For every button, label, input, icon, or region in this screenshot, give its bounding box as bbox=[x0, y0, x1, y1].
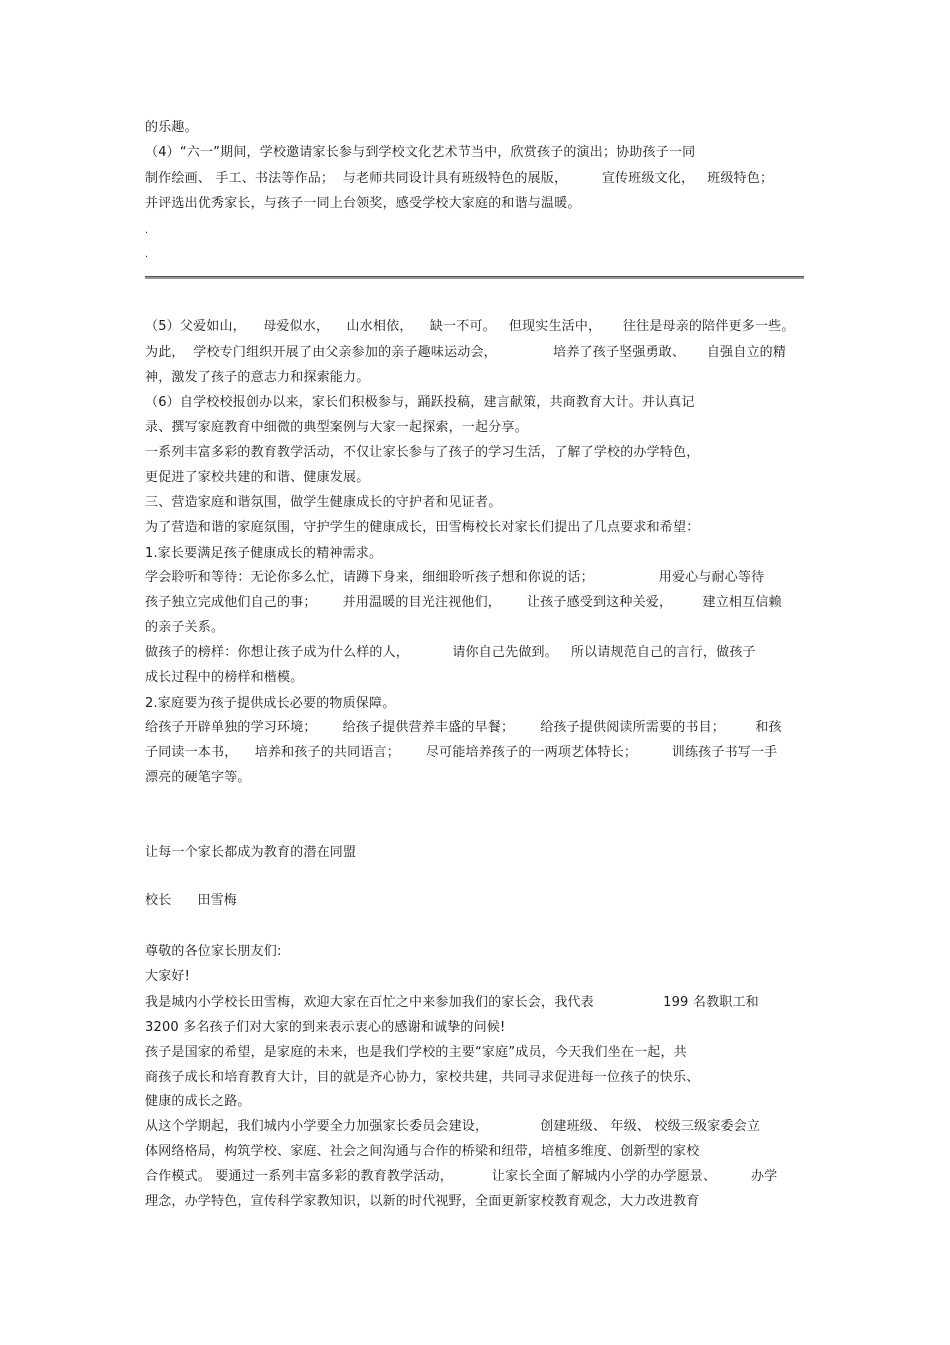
text-line: 做孩子的榜样：你想让孩子成为什么样的人， 请你自己先做到。 所以请规范自己的言行，做孩子 bbox=[145, 645, 756, 660]
text-line: 漂亮的硬笔字等。 bbox=[145, 770, 251, 785]
letter-line: 商孩子成长和培育教育大计，目的就是齐心协力，家校共建，共同寻求促进每一位孩子的快乐、 bbox=[145, 1070, 700, 1085]
text-line: 为了营造和谐的家庭氛围，守护学生的健康成长，田雪梅校长对家长们提出了几点要求和希望： bbox=[145, 520, 700, 535]
letter-line: 理念，办学特色，宣传科学家教知识，以新的时代视野，全面更新家校教育观念，大力改进教育 bbox=[145, 1194, 700, 1209]
text-line: 2.家庭要为孩子提供成长必要的物质保障。 bbox=[145, 696, 396, 711]
document-title: 让每一个家长都成为教育的潜在同盟 bbox=[145, 845, 357, 860]
text-line: 的乐趣。 bbox=[145, 120, 198, 135]
text-line: 给孩子开辟单独的学习环境； 给孩子提供营养丰盛的早餐； 给孩子提供阅读所需要的书目； 和孩 bbox=[145, 720, 782, 735]
text-line: （6）自学校校报创办以来，家长们积极参与，踊跃投稿，建言献策，共商教育大计。并认真记 bbox=[145, 395, 695, 410]
letter-line: 我是城内小学校长田雪梅，欢迎大家在百忙之中来参加我们的家长会，我代表 199 名教职工和 bbox=[145, 995, 759, 1010]
text-line: 学会聆听和等待：无论你多么忙，请蹲下身来，细细聆听孩子想和你说的话； 用爱心与耐心等待 bbox=[145, 570, 765, 585]
letter-line: 健康的成长之路。 bbox=[145, 1094, 251, 1109]
text-line: 更促进了家校共建的和谐、健康发展。 bbox=[145, 470, 370, 485]
text-line: 1.家长要满足孩子健康成长的精神需求。 bbox=[145, 546, 383, 561]
text-line: 一系列丰富多彩的教育教学活动，不仅让家长参与了孩子的学习生活，了解了学校的办学特色， bbox=[145, 445, 700, 460]
letter-line: 体网络格局，构筑学校、家庭、社会之间沟通与合作的桥梁和纽带，培植多维度、创新型的家校 bbox=[145, 1144, 700, 1159]
letter-line: 孩子是国家的希望，是家庭的未来，也是我们学校的主要“家庭”成员，今天我们坐在一起，共 bbox=[145, 1045, 687, 1060]
dot-mark: . bbox=[145, 225, 149, 236]
page-separator bbox=[145, 276, 804, 279]
text-line: 神，激发了孩子的意志力和探索能力。 bbox=[145, 370, 370, 385]
text-line: 为此， 学校专门组织开展了由父亲参加的亲子趣味运动会， 培养了孩子坚强勇敢、 自强自立的精 bbox=[145, 345, 787, 360]
text-line: 孩子独立完成他们自己的事； 并用温暖的目光注视他们， 让孩子感受到这种关爱， 建立相互信赖 bbox=[145, 595, 782, 610]
dot-mark: . bbox=[145, 249, 149, 260]
text-line: 并评选出优秀家长，与孩子一同上台领奖，感受学校大家庭的和谐与温暖。 bbox=[145, 196, 581, 211]
text-line: （4）“六一”期间，学校邀请家长参与到学校文化艺术节当中，欣赏孩子的演出；协助孩子一同 bbox=[145, 145, 696, 160]
author-line: 校长 田雪梅 bbox=[145, 893, 237, 908]
letter-line: 合作模式。 要通过一系列丰富多彩的教育教学活动， 让家长全面了解城内小学的办学愿景、 办学 bbox=[145, 1169, 778, 1184]
letter-line: 尊敬的各位家长朋友们: bbox=[145, 944, 282, 959]
text-line: 子同读一本书， 培养和孩子的共同语言； 尽可能培养孩子的一两项艺体特长； 训练孩子书写一手 bbox=[145, 745, 778, 760]
letter-line: 大家好! bbox=[145, 969, 191, 984]
text-line: 三、营造家庭和谐氛围，做学生健康成长的守护者和见证者。 bbox=[145, 495, 502, 510]
text-line: 的亲子关系。 bbox=[145, 620, 225, 635]
text-line: （5）父爱如山， 母爱似水， 山水相依， 缺一不可。 但现实生活中， 往往是母亲的陪伴更多一些。 bbox=[145, 319, 795, 334]
text-line: 制作绘画、 手工、书法等作品； 与老师共同设计具有班级特色的展版， 宣传班级文化， 班级特色； bbox=[145, 171, 774, 186]
letter-line: 3200 多名孩子们对大家的到来表示衷心的感谢和诚挚的问候! bbox=[145, 1020, 506, 1035]
text-line: 录、撰写家庭教育中细微的典型案例与大家一起探索，一起分享。 bbox=[145, 420, 528, 435]
letter-line: 从这个学期起，我们城内小学要全力加强家长委员会建设， 创建班级、 年级、 校级三级家委会立 bbox=[145, 1119, 761, 1134]
text-line: 成长过程中的榜样和楷模。 bbox=[145, 670, 304, 685]
